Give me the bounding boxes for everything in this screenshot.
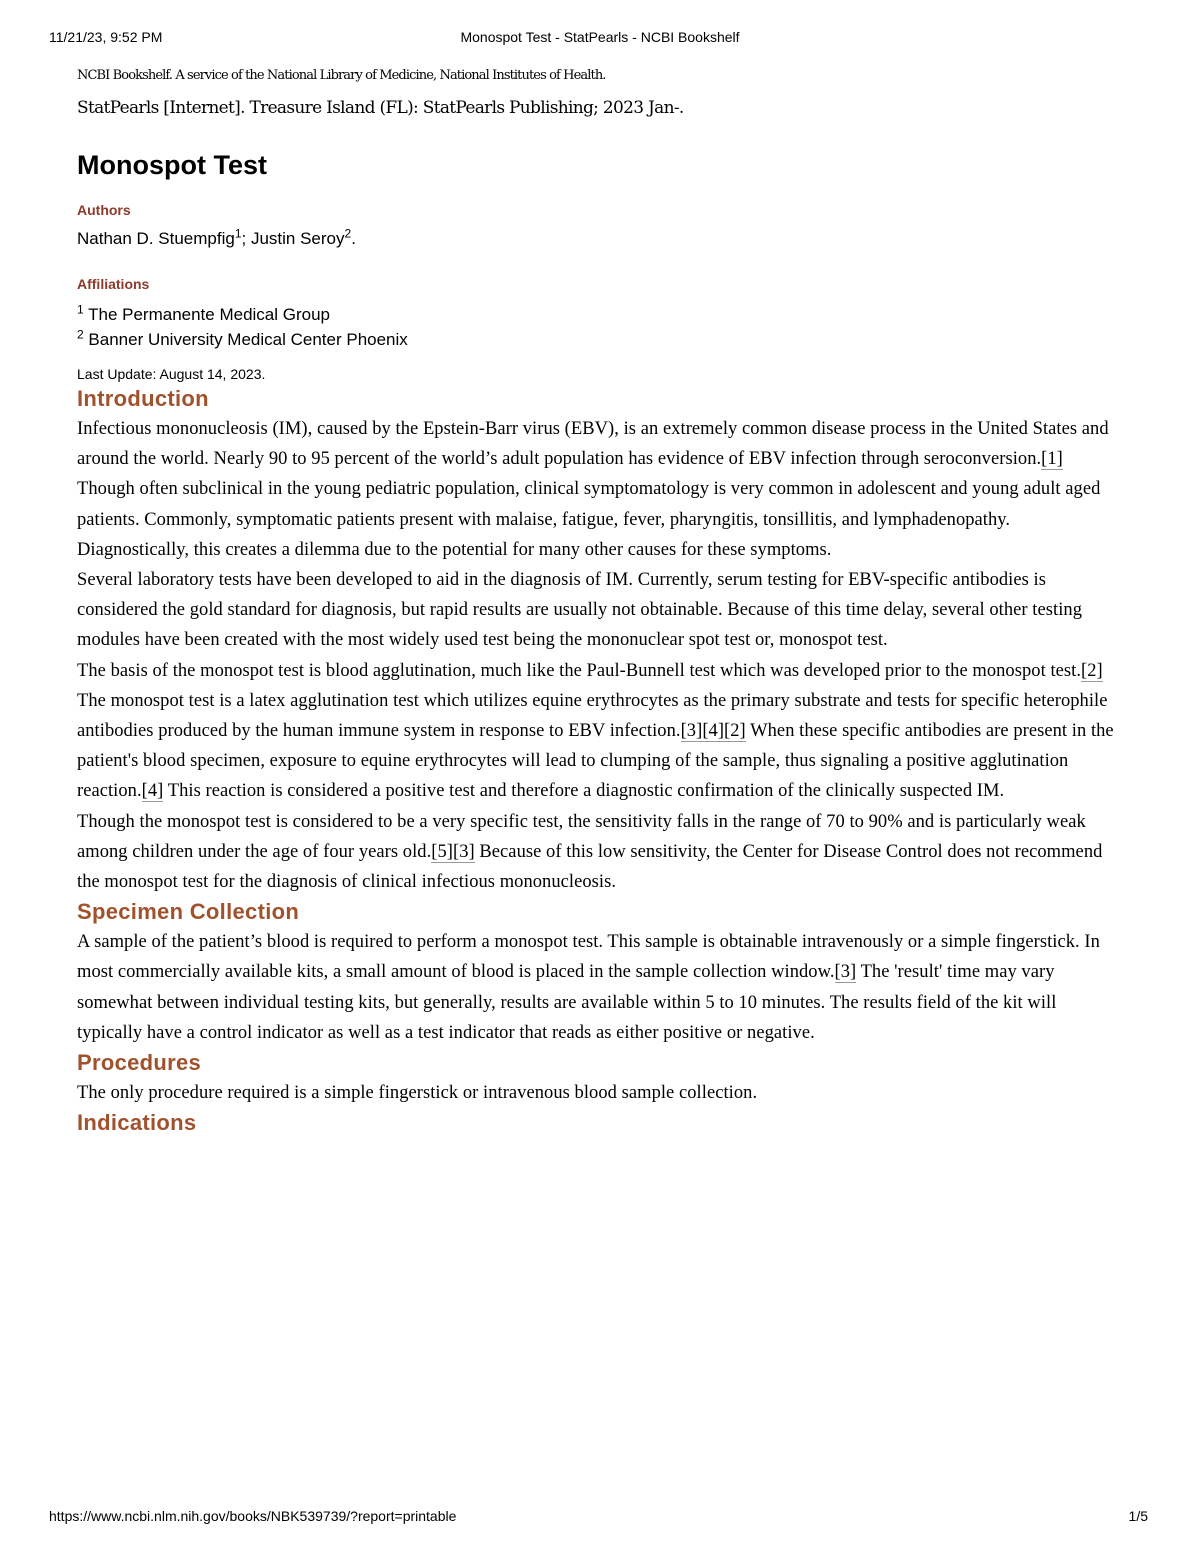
author-affiliation-ref: 2 — [344, 226, 352, 241]
print-page-title: Monospot Test - StatPearls - NCBI Bookshelf — [460, 29, 740, 45]
citation-link[interactable]: [5] — [431, 841, 453, 862]
print-url: https://www.ncbi.nlm.nih.gov/books/NBK539739/?report=printable — [49, 1508, 457, 1524]
citation-link[interactable]: [3] — [834, 962, 857, 983]
text-run: When these specific antibodies are present in the patient's blood specimen, exposure to equine erythrocytes will lead to clumping of the sample, thus signaling a positive agglutination reaction. — [77, 721, 1114, 802]
author-affiliation-ref: 1 — [234, 226, 242, 241]
affiliation-text: Banner University Medical Center Phoenix — [83, 330, 408, 349]
citation-link[interactable]: [4] — [141, 781, 164, 802]
author-name[interactable]: Nathan D. Stuempfig — [77, 229, 235, 248]
affiliation-item — [77, 302, 1117, 327]
print-footer — [0, 1508, 1200, 1526]
section-heading-procedures: Procedures — [77, 1050, 202, 1076]
author-name[interactable]: Justin Seroy — [250, 229, 345, 248]
last-update: Last Update: August 14, 2023. — [77, 366, 266, 382]
text-run: Infectious mononucleosis (IM), caused by the Epstein-Barr virus (EBV), is an extremely common disease process in the United States and around the world. Nearly 90 to 95 percent of the world’s adult population has evidence of EBV infection through seroconversion. — [77, 419, 1109, 470]
authors-list — [77, 227, 1117, 251]
citation-link[interactable]: [3] — [452, 841, 475, 862]
citation-link[interactable]: [2] — [724, 721, 746, 742]
text-run: This reaction is considered a positive test and therefore a diagnostic confirmation of the clinically suspected IM. — [163, 781, 1005, 802]
citation: StatPearls [Internet]. Treasure Island (FL): StatPearls Publishing; 2023 Jan-. — [77, 98, 684, 118]
affiliations-heading: Affiliations — [77, 276, 150, 292]
page-title: Monospot Test — [77, 150, 267, 180]
article — [77, 66, 1117, 1138]
text-run: The basis of the monospot test is blood agglutination, much like the Paul-Bunnell test which was developed prior to the monospot test. — [77, 660, 1082, 681]
section-heading-specimen-collection: Specimen Collection — [77, 899, 300, 925]
print-page-number: 1/5 — [1128, 1508, 1148, 1524]
print-datetime: 11/21/23, 9:52 PM — [49, 29, 163, 45]
affiliation-number: 1 — [77, 302, 84, 317]
specimen-paragraph-1 — [77, 927, 1117, 1048]
affiliations-list — [77, 302, 1117, 352]
text-run: Though the monospot test is considered to be a very specific test, the sensitivity falls in the range of 70 to 90% and is particularly weak among children under the age of four years old. — [77, 811, 1086, 862]
author-separator: . — [351, 229, 356, 248]
print-header — [0, 29, 1200, 47]
citation-link[interactable]: [1] — [1041, 449, 1063, 470]
authors-heading: Authors — [77, 202, 131, 218]
intro-paragraph-2: Several laboratory tests have been developed to aid in the diagnosis of IM. Currently, serum testing for EBV-specific antibodies is considered the gold standard for diagnosis, but rapid results are usually not obtainable. Because of this time delay, several other testing modules have been created with the most widely used test being the mononuclear spot test or, monospot test. — [77, 570, 1082, 651]
bookshelf-line: NCBI Bookshelf. A service of the National Library of Medicine, National Institutes of Health. — [77, 68, 606, 83]
citation-link[interactable]: [4] — [702, 721, 725, 742]
affiliation-number: 2 — [77, 327, 84, 342]
procedures-paragraph-1: The only procedure required is a simple fingerstick or intravenous blood sample collection. — [77, 1083, 758, 1104]
intro-paragraph-1 — [77, 414, 1117, 565]
section-heading-introduction: Introduction — [77, 386, 209, 411]
text-run: Because of this low sensitivity, the Center for Disease Control does not recommend the monospot test for the diagnosis of clinical infectious mononucleosis. — [77, 841, 1103, 893]
citation-link[interactable]: [3] — [680, 721, 703, 742]
author-separator: ; — [241, 229, 251, 248]
text-run: The monospot test is a latex agglutination test which utilizes equine erythrocytes as the primary substrate and tests for specific heterophile antibodies produced by the human immune system in response to EBV infection. — [77, 690, 1108, 742]
section-heading-indications: Indications — [77, 1110, 197, 1136]
text-run: A sample of the patient’s blood is required to perform a monospot test. This sample is obtainable intravenously or a simple fingerstick. In most commercially available kits, a small amount of blood is placed in the sample collection window. — [77, 932, 1100, 983]
intro-paragraph-3 — [77, 656, 1117, 807]
citation-link[interactable]: [2] — [1081, 660, 1103, 681]
affiliation-text: The Permanente Medical Group — [83, 305, 331, 324]
affiliation-item — [77, 327, 1117, 352]
intro-paragraph-4 — [77, 807, 1117, 898]
text-run: The 'result' time may vary somewhat between individual testing kits, but generally, results are available within 5 to 10 minutes. The results field of the kit will typically have a control indicator as well as a test indicator that reads as either positive or negative. — [77, 962, 1057, 1043]
text-run: Though often subclinical in the young pediatric population, clinical symptomatology is very common in adolescent and young adult aged patients. Commonly, symptomatic patients present with malaise, fatigue, fever, pharyngitis, tonsillitis, and lymphadenopathy. Diagnostically, this creates a dilemma due to the potential for many other causes for these symptoms. — [77, 479, 1101, 560]
